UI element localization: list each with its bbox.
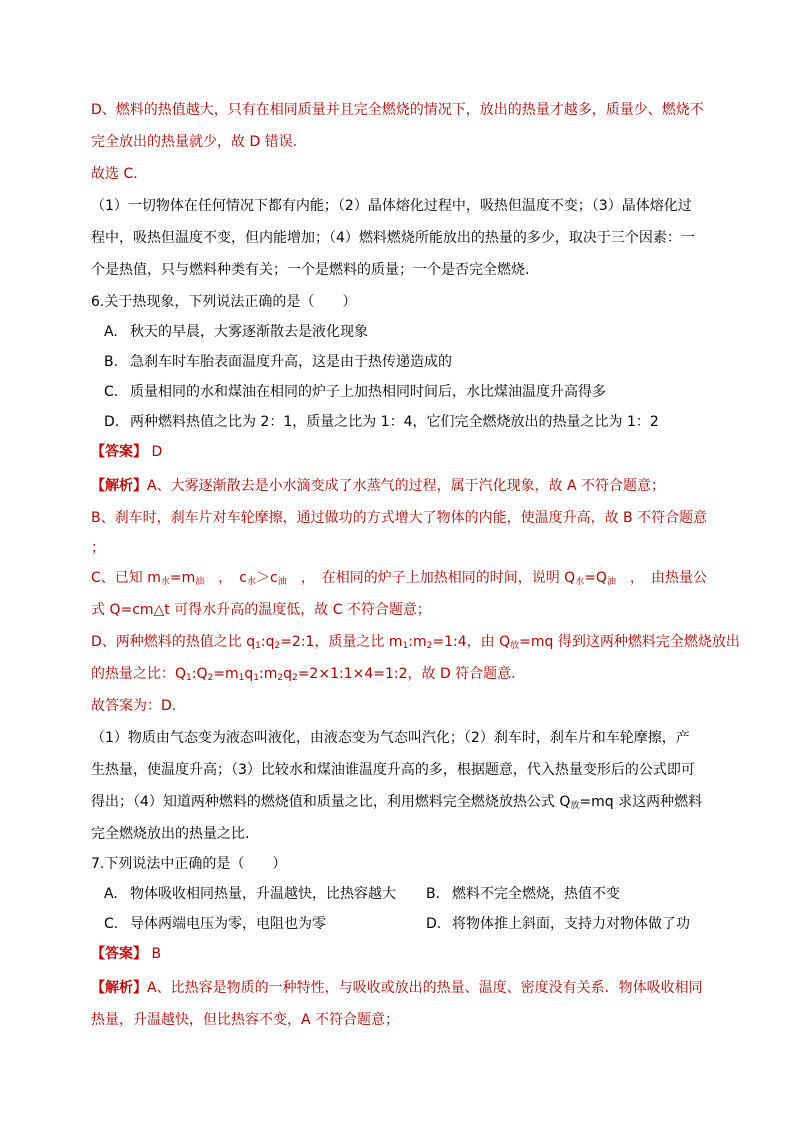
prev-note-line-2: 程中，吸热但温度不变，但内能增加；（4）燃料燃烧所能放出的热量的多少，取决于三个因素：一 [91, 230, 695, 246]
q6-option-a-letter: A. [104, 324, 118, 340]
q6-option-a-text: 秋天的早晨，大雾逐渐散去是液化现象 [130, 324, 368, 340]
q7-option-b-letter: B. [426, 886, 441, 902]
q6-d-sub: 2 [426, 641, 433, 651]
q6-c-text-4: ＞c [256, 570, 278, 586]
q6-note-line-1: （1）物质由气态变为液态叫液化，由液态变为气态叫汽化；（2）刹车时，刹车片和车轮摩擦，产 [91, 730, 690, 746]
q7-option-a-text: 物体吸收相同热量，升温越快，比热容越大 [130, 886, 396, 902]
q6-option-a [104, 321, 368, 343]
q6-c-sub-water-2: 水 [246, 577, 256, 587]
q6-d-sub-fang: 放 [510, 641, 520, 651]
q6-option-d [104, 411, 659, 433]
prev-analysis-d-line-2: 完全放出的热量就少，故 D 错误. [91, 134, 298, 150]
q6-d-text-2: :q [260, 634, 275, 650]
q6-analysis-d-line-1 [91, 631, 740, 653]
q6-c-sub-water-3: 水 [575, 577, 585, 587]
q7-option-d-text: 将物体推上斜面，支持力对物体做了功 [452, 916, 690, 932]
q6-note-3-text-1: 得出；（4）知道两种燃料的燃烧值和质量之比，利用燃料完全燃烧放热公式 Q [91, 794, 571, 810]
q6-answer-tag: 【答案】 [91, 444, 147, 460]
q6-d2-text-5: :m [258, 666, 278, 682]
q7-analysis-a-text-1: A、比热容是物质的一种特性，与吸收或放出的热量、温度、密度没有关系．物体吸收相同 [147, 980, 703, 996]
q6-c-text-3: ， c [204, 570, 247, 586]
q6-d-sub: 1 [255, 641, 261, 651]
prev-select-text: 故选 C. [91, 166, 138, 182]
q6-d-text-3: =2:1，质量之比 m [280, 634, 403, 650]
q6-note-3-sub-fang: 放 [570, 801, 580, 811]
q6-d-text-5: =1:4，由 Q [432, 634, 511, 650]
q6-option-d-letter: D. [104, 414, 120, 430]
q6-analysis-a [91, 475, 665, 497]
q6-analysis-c-line-1 [91, 567, 707, 589]
q6-answer-value: D [151, 444, 163, 460]
q6-d2-sub: 1 [238, 673, 245, 683]
q6-d-sub: 1 [402, 641, 409, 651]
q7-answer-value: B [151, 946, 162, 962]
q7-stem: 7.下列说法中正确的是（ ） [91, 856, 287, 872]
q7-option-c-text: 导体两端电压为零，电阻也为零 [130, 916, 326, 932]
q6-result: 故答案为：D. [91, 698, 177, 714]
q6-d2-text-6: q [283, 666, 292, 682]
q6-note-line-4: 完全燃烧放出的热量之比. [91, 826, 250, 842]
q6-c-text-6: =Q [584, 570, 607, 586]
q6-c-text-7: ， 由热量公 [615, 570, 707, 586]
q6-d2-sub: 1 [186, 673, 192, 683]
q6-d2-sub: 2 [277, 673, 284, 683]
q6-d2-text-7: =2×1:1×4=1:2，故 D 符合题意. [297, 666, 516, 682]
q6-option-b-letter: B. [104, 354, 119, 370]
q6-d2-text-2: :Q [191, 666, 208, 682]
q6-d-text-1: D、两种燃料的热值之比 q [91, 634, 256, 650]
q6-d2-text-1: 的热量之比：Q [91, 666, 187, 682]
q6-d2-sub: 2 [291, 673, 298, 683]
q6-analysis-d-line-2 [91, 663, 516, 685]
q7-analysis-tag: 【解析】 [91, 980, 147, 996]
q6-note-line-3 [91, 791, 702, 813]
q7-analysis-a-line-1 [91, 977, 703, 999]
q6-d-sub: 2 [274, 641, 281, 651]
q7-option-d-letter: D. [426, 916, 442, 932]
q6-c-sub-oil-1: 油 [195, 577, 205, 587]
q7-option-d [426, 913, 690, 935]
q7-option-c-letter: C. [104, 916, 119, 932]
q7-answer-tag: 【答案】 [91, 946, 147, 962]
q6-d2-text-3: =m [213, 666, 239, 682]
q6-d2-text-4: q [244, 666, 254, 682]
q7-analysis-a-line-2: 热量，升温越快，但比热容不变，A 不符合题意； [91, 1012, 400, 1028]
q6-note-3-text-2: =mq 求这两种燃料 [579, 794, 703, 810]
q7-option-a-letter: A. [104, 886, 118, 902]
q6-c-sub-water-1: 水 [160, 577, 170, 587]
q6-analysis-c-line-2: 式 Q=cm△t 可得水升高的温度低，故 C 不符合题意； [91, 602, 431, 618]
q7-option-b [426, 883, 620, 905]
q6-analysis-b-line-2: ； [91, 540, 105, 556]
prev-analysis-d-line-1: D、燃料的热值越大，只有在相同质量并且完全燃烧的情况下，放出的热量才越多，质量少、燃烧不 [91, 102, 704, 118]
q6-d2-sub: 2 [207, 673, 214, 683]
q6-option-c-letter: C. [104, 384, 119, 400]
q6-answer [91, 441, 162, 463]
q7-option-a [104, 883, 396, 905]
q6-option-b-text: 急刹车时车胎表面温度升高，这是由于热传递造成的 [130, 354, 452, 370]
q7-answer [91, 943, 161, 965]
q6-analysis-a-text: A、大雾逐渐散去是小水滴变成了水蒸气的过程，属于汽化现象，故 A 不符合题意； [147, 478, 666, 494]
q6-c-text-1: C、已知 m [91, 570, 161, 586]
prev-note-line-1: （1）一切物体在任何情况下都有内能；（2）晶体熔化过程中，吸热但温度不变；（3）晶体熔化过 [91, 198, 692, 214]
q6-analysis-tag: 【解析】 [91, 478, 147, 494]
q6-d-text-4: :m [408, 634, 427, 650]
q6-option-b [104, 351, 452, 373]
q6-c-text-5: ， 在相同的炉子上加热相同的时间，说明 Q [286, 570, 576, 586]
q6-d2-sub: 1 [253, 673, 259, 683]
q6-option-d-text: 两种燃料热值之比为 2：1，质量之比为 1：4，它们完全燃烧放出的热量之比为 1：2 [130, 414, 659, 430]
q6-c-sub-oil-2: 油 [277, 577, 287, 587]
q6-note-line-2: 生热量，使温度升高；（3）比较水和煤油谁温度升高的多，根据题意，代入热量变形后的公式即可 [91, 762, 695, 778]
q6-stem: 6.关于热现象，下列说法正确的是（ ） [91, 294, 357, 310]
q6-c-sub-oil-3: 油 [606, 577, 616, 587]
q6-analysis-b-line-1: B、刹车时，刹车片对车轮摩擦，通过做功的方式增大了物体的内能，使温度升高，故 B 不符合题意 [91, 510, 708, 526]
q6-option-c-text: 质量相同的水和煤油在相同的炉子上加热相同时间后，水比煤油温度升高得多 [130, 384, 606, 400]
q6-d-text-6: =mq 得到这两种燃料完全燃烧放出 [519, 634, 740, 650]
q7-option-b-text: 燃料不完全燃烧，热值不变 [452, 886, 620, 902]
q6-c-text-2: =m [169, 570, 196, 586]
prev-note-line-3: 个是热值，只与燃料种类有关；一个是燃料的质量；一个是否完全燃烧. [91, 262, 530, 278]
q6-option-c [104, 381, 606, 403]
q7-option-c [104, 913, 326, 935]
